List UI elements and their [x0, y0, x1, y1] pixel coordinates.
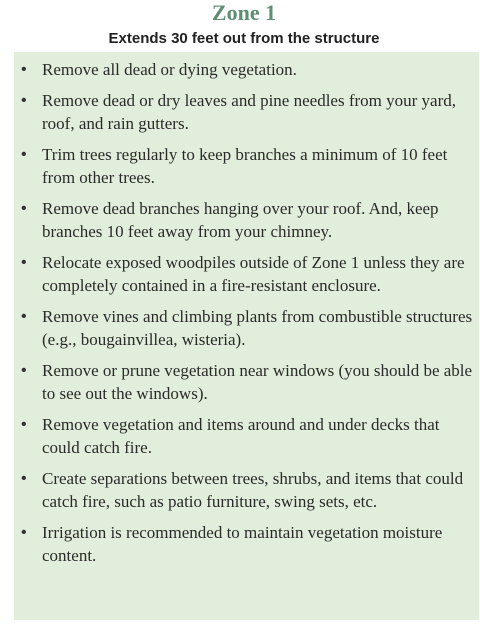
bullet-icon: • [21, 146, 27, 163]
bullet-icon: • [21, 200, 27, 217]
list-item-text: Remove vines and climbing plants from combustible structures (e.g., bougainvillea, wisteria). [42, 307, 473, 349]
list-item [14, 521, 479, 567]
list-item [14, 467, 479, 513]
list-item [14, 359, 479, 405]
list-item [14, 251, 479, 297]
bullet-icon: • [21, 470, 27, 487]
zone-title: Zone 1 [211, 0, 277, 25]
bullet-icon: • [21, 524, 27, 541]
list-item [14, 89, 479, 135]
list-item-text: Trim trees regularly to keep branches a minimum of 10 feet from other trees. [42, 145, 448, 187]
list-item-text: Remove dead or dry leaves and pine needles from your yard, roof, and rain gutters. [42, 91, 456, 133]
list-item [14, 197, 479, 243]
list-item-text: Irrigation is recommended to maintain vegetation moisture content. [42, 523, 443, 565]
bullet-icon: • [21, 308, 27, 325]
list-item-text: Remove dead branches hanging over your roof. And, keep branches 10 feet away from your chimney. [42, 199, 439, 241]
bullet-icon: • [21, 92, 27, 109]
list-item [14, 305, 479, 351]
bullet-icon: • [21, 416, 27, 433]
zone-subtitle: Extends 30 feet out from the structure [108, 30, 380, 47]
list-item-text: Create separations between trees, shrubs, and items that could catch fire, such as patio furniture, swing sets, etc. [42, 469, 464, 511]
list-item-text: Remove or prune vegetation near windows (you should be able to see out the windows). [42, 361, 473, 403]
guidelines-panel [14, 52, 479, 620]
guidelines-list [14, 58, 479, 575]
bullet-icon: • [21, 254, 27, 271]
list-item [14, 413, 479, 459]
bullet-icon: • [21, 61, 27, 78]
list-item [14, 58, 479, 81]
list-item-text: Remove all dead or dying vegetation. [42, 60, 297, 79]
list-item [14, 143, 479, 189]
list-item-text: Remove vegetation and items around and under decks that could catch fire. [42, 415, 440, 457]
bullet-icon: • [21, 362, 27, 379]
list-item-text: Relocate exposed woodpiles outside of Zone 1 unless they are completely contained in a fire-resistant enclosure. [42, 253, 465, 295]
